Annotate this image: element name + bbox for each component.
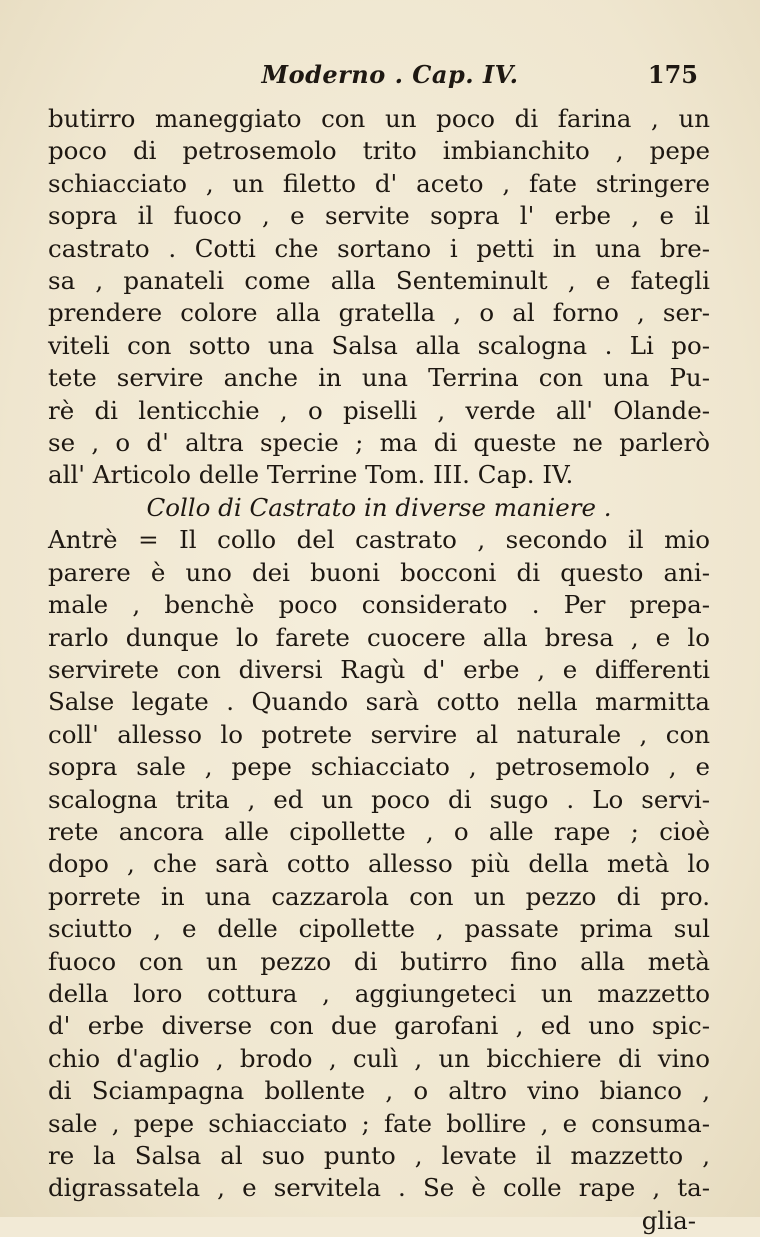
catchword: glia- <box>641 1205 696 1235</box>
text-line: fuoco con un pezzo di butirro fino alla metà <box>48 946 710 976</box>
text-line: sale , pepe schiacciato ; fate bollire , e consuma- <box>48 1108 710 1138</box>
text-line: prendere colore alla gratella , o al forno , ser- <box>48 298 710 328</box>
text-line: servirete con diversi Ragù d' erbe , e differenti <box>48 654 710 684</box>
text-line: rè di lenticchie , o piselli , verde all' Olande- <box>48 395 710 425</box>
text-line: tete servire anche in una Terrina con una Pu- <box>48 363 710 393</box>
text-line: d' erbe diverse con due garofani , ed uno spic- <box>48 1011 710 1041</box>
page-header <box>70 60 710 94</box>
section-heading: Collo di Castrato in diverse maniere . <box>146 492 612 522</box>
text-line: scalogna trita , ed un poco di sugo . Lo servi- <box>48 784 710 814</box>
text-line: coll' allesso lo potrete servire al naturale , con <box>48 719 710 749</box>
text-line: schiacciato , un filetto d' aceto , fate stringere <box>48 168 710 198</box>
text-line: se , o d' altra specie ; ma di queste ne parlerò <box>48 428 710 458</box>
text-line: digrassatela , e servitela . Se è colle rape , ta- <box>48 1173 710 1203</box>
text-line: di Sciampagna bollente , o altro vino bianco , <box>48 1076 710 1106</box>
text-line: porrete in una cazzarola con un pezzo di pro. <box>48 881 710 911</box>
text-line: Antrè = Il collo del castrato , secondo il mio <box>48 525 710 555</box>
body-text <box>48 103 710 1237</box>
text-line: parere è uno dei buoni bocconi di questo ani- <box>48 557 710 587</box>
text-line: viteli con sotto una Salsa alla scalogna . Li po- <box>48 330 710 360</box>
text-line: all' Articolo delle Terrine Tom. III. Cap. IV. <box>48 460 574 490</box>
text-line: re la Salsa al suo punto , levate il mazzetto , <box>48 1141 710 1170</box>
text-line: sa , panateli come alla Senteminult , e fategli <box>48 266 710 296</box>
text-line: sopra il fuoco , e servite sopra l' erbe , e il <box>48 201 710 231</box>
text-line: male , benchè poco considerato . Per prepa- <box>48 590 710 620</box>
text-line: castrato . Cotti che sortano i petti in una bre- <box>48 233 710 263</box>
text-line: sopra sale , pepe schiacciato , petrosemolo , e <box>48 752 710 782</box>
page-number: 175 <box>647 60 698 89</box>
text-line: butirro maneggiato con un poco di farina , un <box>48 104 710 133</box>
text-line: rete ancora alle cipollette , o alle rape ; cioè <box>48 816 710 846</box>
text-line: rarlo dunque lo farete cuocere alla bresa , e lo <box>48 622 710 652</box>
running-title: Moderno . Cap. IV. <box>261 60 519 89</box>
text-line: Salse legate . Quando sarà cotto nella marmitta <box>48 687 710 717</box>
text-line: chio d'aglio , brodo , culì , un bicchiere di vino <box>48 1043 710 1073</box>
text-line: dopo , che sarà cotto allesso più della metà lo <box>48 849 710 879</box>
text-line: poco di petrosemolo trito imbianchito , pepe <box>48 136 710 166</box>
text-line: sciutto , e delle cipollette , passate prima sul <box>48 914 710 944</box>
text-line: della loro cottura , aggiungeteci un mazzetto <box>48 978 710 1008</box>
